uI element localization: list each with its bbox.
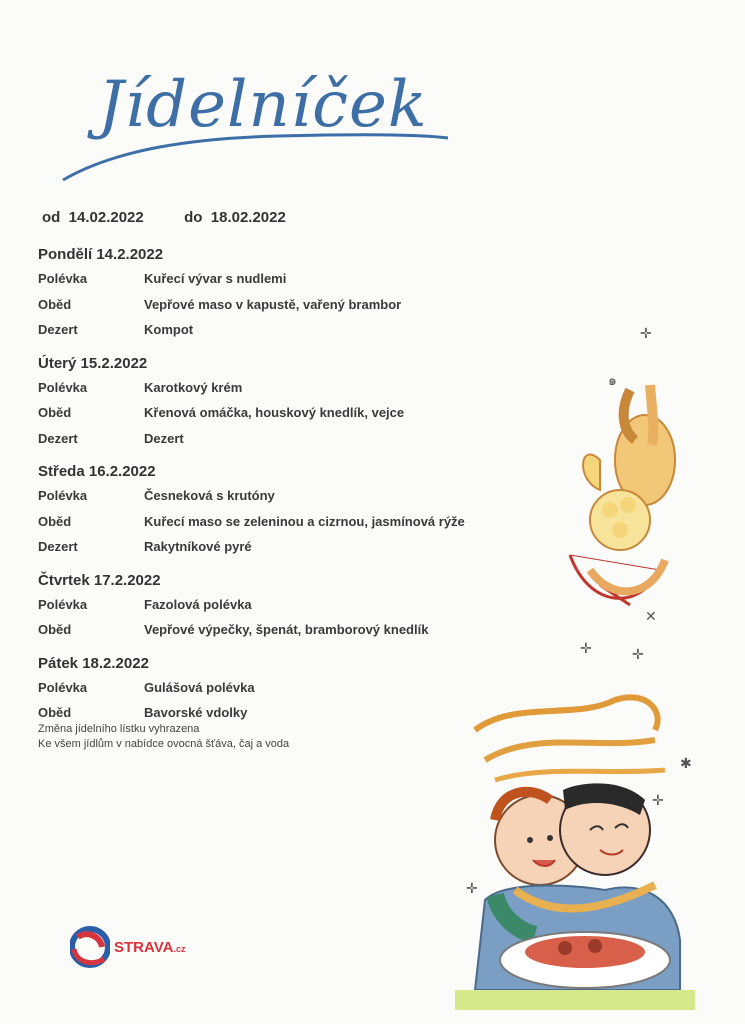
- menu-row: [38, 617, 578, 643]
- sparkle-icon: ✛: [466, 880, 478, 896]
- row-label: Polévka: [38, 488, 88, 503]
- menu-row: [38, 317, 578, 343]
- day-thursday: [38, 570, 578, 643]
- sparkle-icon: ✛: [632, 646, 644, 662]
- day-monday: [38, 244, 578, 343]
- row-label: Oběd: [38, 405, 72, 420]
- day-title: Čtvrtek 17.2.2022: [38, 571, 161, 589]
- day-title: Pondělí 14.2.2022: [38, 246, 164, 263]
- date-range: [42, 209, 286, 226]
- range-to-label: do: [184, 209, 203, 226]
- row-label: Oběd: [38, 622, 72, 637]
- day-title: Úterý 15.2.2022: [38, 354, 148, 372]
- row-value: Karotkový krém: [144, 379, 243, 395]
- menu-title-area: [58, 58, 458, 188]
- menu-row: [38, 266, 578, 292]
- row-value: Křenová omáčka, houskový knedlík, vejce: [144, 405, 405, 420]
- row-value: Kuřecí maso se zeleninou a cizrnou, jasmínová rýže: [144, 513, 465, 529]
- range-to: 18.02.2022: [210, 209, 286, 226]
- menu-row: [38, 375, 578, 401]
- row-label: Dezert: [38, 539, 78, 554]
- row-value: Vepřové výpečky, špenát, bramborový knedlík: [144, 622, 429, 637]
- row-label: Dezert: [38, 322, 78, 337]
- menu-row: [38, 426, 578, 452]
- day-wednesday: [38, 461, 578, 560]
- row-label: Polévka: [38, 379, 88, 395]
- weekly-menu: [38, 244, 578, 736]
- row-value: Gulášová polévka: [144, 679, 255, 695]
- row-label: Polévka: [38, 271, 88, 286]
- note-drinks: Ke všem jídlům v nabídce ovocná šťáva, čaj a voda: [38, 738, 290, 750]
- row-label: Dezert: [38, 430, 78, 446]
- menu-notes: [38, 722, 289, 752]
- logo-mark-icon: [70, 925, 110, 969]
- star-icon: ✱: [680, 755, 692, 771]
- menu-row: [38, 592, 578, 618]
- logo-name: STRAVA: [114, 939, 174, 956]
- row-value: Kuřecí vývar s nudlemi: [144, 271, 287, 286]
- sparkle-icon: ✛: [580, 640, 592, 656]
- row-label: Polévka: [38, 596, 88, 612]
- sparkle-icon: ✛: [640, 325, 652, 341]
- row-value: Dezert: [144, 430, 184, 446]
- row-label: Oběd: [38, 513, 72, 529]
- strava-logo: [70, 925, 200, 975]
- page-title: Jídelníček: [98, 68, 428, 142]
- range-from-label: od: [42, 209, 61, 226]
- cupid-illustration: [560, 370, 690, 630]
- kids-spaghetti-illustration: [455, 690, 695, 1010]
- day-tuesday: [38, 353, 578, 452]
- note-change: Změna jídelního lístku vyhrazena: [38, 723, 200, 735]
- menu-row: [38, 292, 578, 318]
- row-value: Česneková s krutóny: [144, 488, 275, 503]
- menu-row: [38, 483, 578, 509]
- menu-row: [38, 509, 578, 535]
- menu-row: [38, 400, 578, 426]
- row-value: Fazolová polévka: [144, 596, 252, 612]
- sparkle-icon: ✛: [652, 792, 664, 808]
- day-title: Středa 16.2.2022: [38, 463, 156, 480]
- day-title: Pátek 18.2.2022: [38, 654, 149, 672]
- row-label: Oběd: [38, 296, 72, 312]
- row-value: Vepřové maso v kapustě, vařený brambor: [144, 296, 402, 312]
- row-label: Polévka: [38, 679, 88, 695]
- logo-text: [114, 939, 185, 956]
- logo-suffix: .cz: [173, 944, 186, 954]
- row-label: Oběd: [38, 705, 72, 720]
- range-from: 14.02.2022: [68, 209, 144, 226]
- star-icon: ✕: [645, 608, 657, 624]
- row-value: Rakytníkové pyré: [144, 539, 252, 554]
- swirl-icon: ๑: [608, 372, 617, 388]
- row-value: Bavorské vdolky: [144, 705, 248, 720]
- row-value: Kompot: [144, 322, 194, 337]
- menu-row: [38, 534, 578, 560]
